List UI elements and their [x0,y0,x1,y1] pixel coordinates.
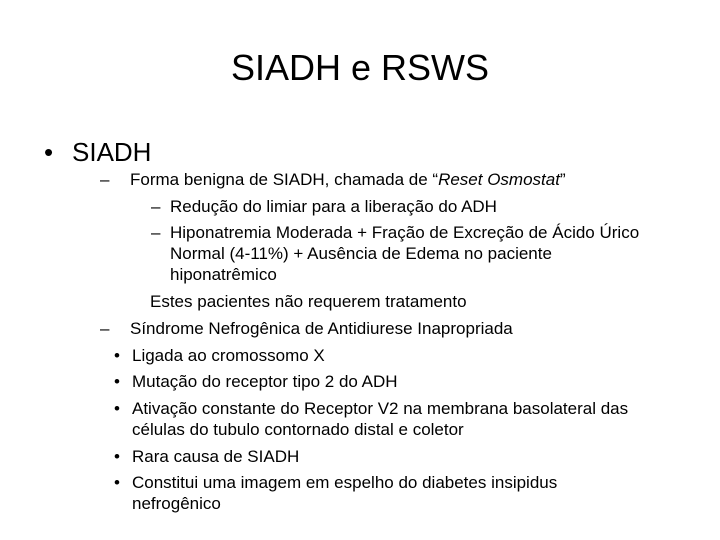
bullet-icon: • [114,473,120,492]
bullet-icon: • [114,346,120,365]
sub-item-text: Forma benigna de SIADH, chamada de “ [130,170,439,189]
point-hiponatremia: Hiponatremia Moderada + Fração de Excreção de Ácido Úrico [170,223,640,242]
sub-item-reset-osmostat [130,169,566,191]
reset-osmostat-term: Reset Osmostat [438,170,560,189]
point-hiponatremia-cont: Normal (4-11%) + Ausência de Edema no paciente [170,244,552,263]
main-item-siadh: SIADH [72,137,152,167]
slide-title: SIADH e RSWS [230,47,490,88]
point-cromossomo: Ligada ao cromossomo X [132,346,325,365]
point-espelho-cont: nefrogênico [132,494,221,513]
dash-icon: – [100,170,110,189]
point-ativacao: Ativação constante do Receptor V2 na membrana basolateral das [132,399,629,418]
dash-icon: – [100,319,110,338]
bullet-icon: • [114,447,120,466]
point-espelho: Constitui uma imagem em espelho do diabetes insipidus [132,473,558,492]
point-hiponatremia-cont2: hiponatrêmico [170,265,277,284]
sub-item-text-end: ” [559,170,566,189]
point-rara-causa: Rara causa de SIADH [132,447,300,466]
point-mutacao: Mutação do receptor tipo 2 do ADH [132,372,398,391]
sub-item-sindrome: Síndrome Nefrogênica de Antidiurese Inapropriada [130,319,513,338]
dash-icon: – [151,197,161,216]
bullet-icon: • [44,137,54,167]
bullet-icon: • [114,399,120,418]
point-ativacao-cont: células do tubulo contornado distal e coletor [132,420,464,439]
point-limiar: Redução do limiar para a liberação do ADH [170,197,497,216]
note-tratamento: Estes pacientes não requerem tratamento [150,292,467,311]
bullet-icon: • [114,372,120,391]
dash-icon: – [151,223,161,242]
